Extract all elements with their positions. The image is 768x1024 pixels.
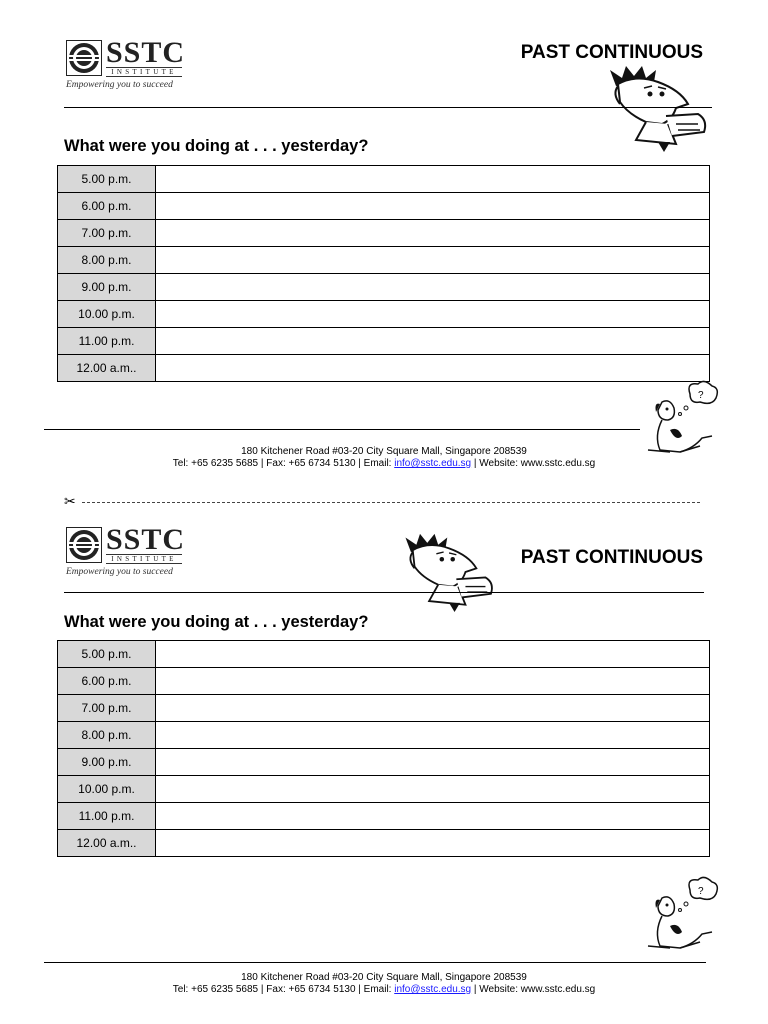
sstc-logo-icon: [66, 527, 102, 563]
time-cell: 9.00 p.m.: [58, 274, 156, 301]
worksheet-title: PAST CONTINUOUS: [520, 547, 703, 568]
answer-cell[interactable]: [156, 355, 710, 382]
time-cell: 7.00 p.m.: [58, 695, 156, 722]
time-cell: 10.00 p.m.: [58, 301, 156, 328]
footer-tel-fax: Tel: +65 6235 5685 | Fax: +65 6734 5130 | Email:: [172, 984, 395, 995]
table-row: [58, 749, 710, 776]
footer-address: 180 Kitchener Road #03-20 City Square Mall, Singapore 208539: [241, 446, 527, 457]
table-row: [58, 166, 710, 193]
time-cell: 11.00 p.m.: [58, 803, 156, 830]
time-cell: 7.00 p.m.: [58, 220, 156, 247]
time-cell: 5.00 p.m.: [58, 166, 156, 193]
footer-address: 180 Kitchener Road #03-20 City Square Mall, Singapore 208539: [241, 972, 527, 983]
time-cell: 6.00 p.m.: [58, 193, 156, 220]
time-table: [57, 640, 710, 857]
scissors-icon: ✂: [64, 493, 76, 509]
time-cell: 10.00 p.m.: [58, 776, 156, 803]
email-link[interactable]: info@sstc.edu.sg: [394, 458, 472, 469]
footer-website: | Website: www.sstc.edu.sg: [471, 984, 596, 995]
table-row: [58, 722, 710, 749]
worksheet-question: What were you doing at . . . yesterday?: [64, 613, 369, 631]
time-cell: 9.00 p.m.: [58, 749, 156, 776]
sstc-logo-icon: [66, 40, 102, 76]
table-row: [58, 193, 710, 220]
answer-cell[interactable]: [156, 803, 710, 830]
logo-tagline: Empowering you to succeed: [66, 80, 173, 90]
answer-cell[interactable]: [156, 641, 710, 668]
sstc-logo: [66, 36, 196, 96]
table-row: [58, 803, 710, 830]
time-cell: 12.00 a.m..: [58, 355, 156, 382]
table-row: [58, 328, 710, 355]
time-cell: 8.00 p.m.: [58, 247, 156, 274]
table-row: [58, 301, 710, 328]
cut-line: [82, 502, 700, 503]
time-cell: 8.00 p.m.: [58, 722, 156, 749]
table-row: [58, 776, 710, 803]
header-rule: [64, 107, 712, 108]
answer-cell[interactable]: [156, 166, 710, 193]
thinking-dog-icon: [640, 876, 720, 952]
time-cell: 5.00 p.m.: [58, 641, 156, 668]
answer-cell[interactable]: [156, 776, 710, 803]
table-row: [58, 220, 710, 247]
time-cell: 11.00 p.m.: [58, 328, 156, 355]
table-row: [58, 247, 710, 274]
logo-name: SSTC: [106, 523, 186, 556]
logo-tagline: Empowering you to succeed: [66, 567, 173, 577]
footer-tel-fax: Tel: +65 6235 5685 | Fax: +65 6734 5130 | Email:: [172, 458, 395, 469]
footer-website: | Website: www.sstc.edu.sg: [471, 458, 596, 469]
time-cell: 12.00 a.m..: [58, 830, 156, 857]
thinking-man-icon: [606, 64, 712, 152]
answer-cell[interactable]: [156, 247, 710, 274]
footer: [0, 972, 768, 996]
answer-cell[interactable]: [156, 274, 710, 301]
sstc-logo: [66, 523, 196, 583]
logo-subtitle: INSTITUTE: [106, 67, 182, 77]
table-row: [58, 695, 710, 722]
answer-cell[interactable]: [156, 695, 710, 722]
answer-cell[interactable]: [156, 668, 710, 695]
table-row: [58, 830, 710, 857]
svg-text:?: ?: [698, 886, 704, 897]
footer-rule: [44, 429, 640, 430]
answer-cell[interactable]: [156, 830, 710, 857]
footer-contact: [0, 984, 768, 996]
answer-cell[interactable]: [156, 220, 710, 247]
table-row: [58, 668, 710, 695]
answer-cell[interactable]: [156, 749, 710, 776]
answer-cell[interactable]: [156, 193, 710, 220]
footer: [0, 446, 768, 470]
logo-name: SSTC: [106, 36, 186, 69]
time-table: [57, 165, 710, 382]
thinking-dog-icon: [640, 380, 720, 456]
answer-cell[interactable]: [156, 722, 710, 749]
footer-contact: [0, 458, 768, 470]
table-row: [58, 355, 710, 382]
answer-cell[interactable]: [156, 328, 710, 355]
table-row: [58, 641, 710, 668]
answer-cell[interactable]: [156, 301, 710, 328]
thinking-man-icon: [400, 532, 500, 612]
worksheet-question: What were you doing at . . . yesterday?: [64, 137, 369, 155]
svg-text:?: ?: [698, 390, 704, 401]
table-row: [58, 274, 710, 301]
footer-rule: [44, 962, 706, 963]
header-rule: [64, 592, 704, 593]
email-link[interactable]: info@sstc.edu.sg: [394, 984, 472, 995]
time-cell: 6.00 p.m.: [58, 668, 156, 695]
worksheet-title: PAST CONTINUOUS: [520, 42, 703, 63]
logo-subtitle: INSTITUTE: [106, 554, 182, 564]
